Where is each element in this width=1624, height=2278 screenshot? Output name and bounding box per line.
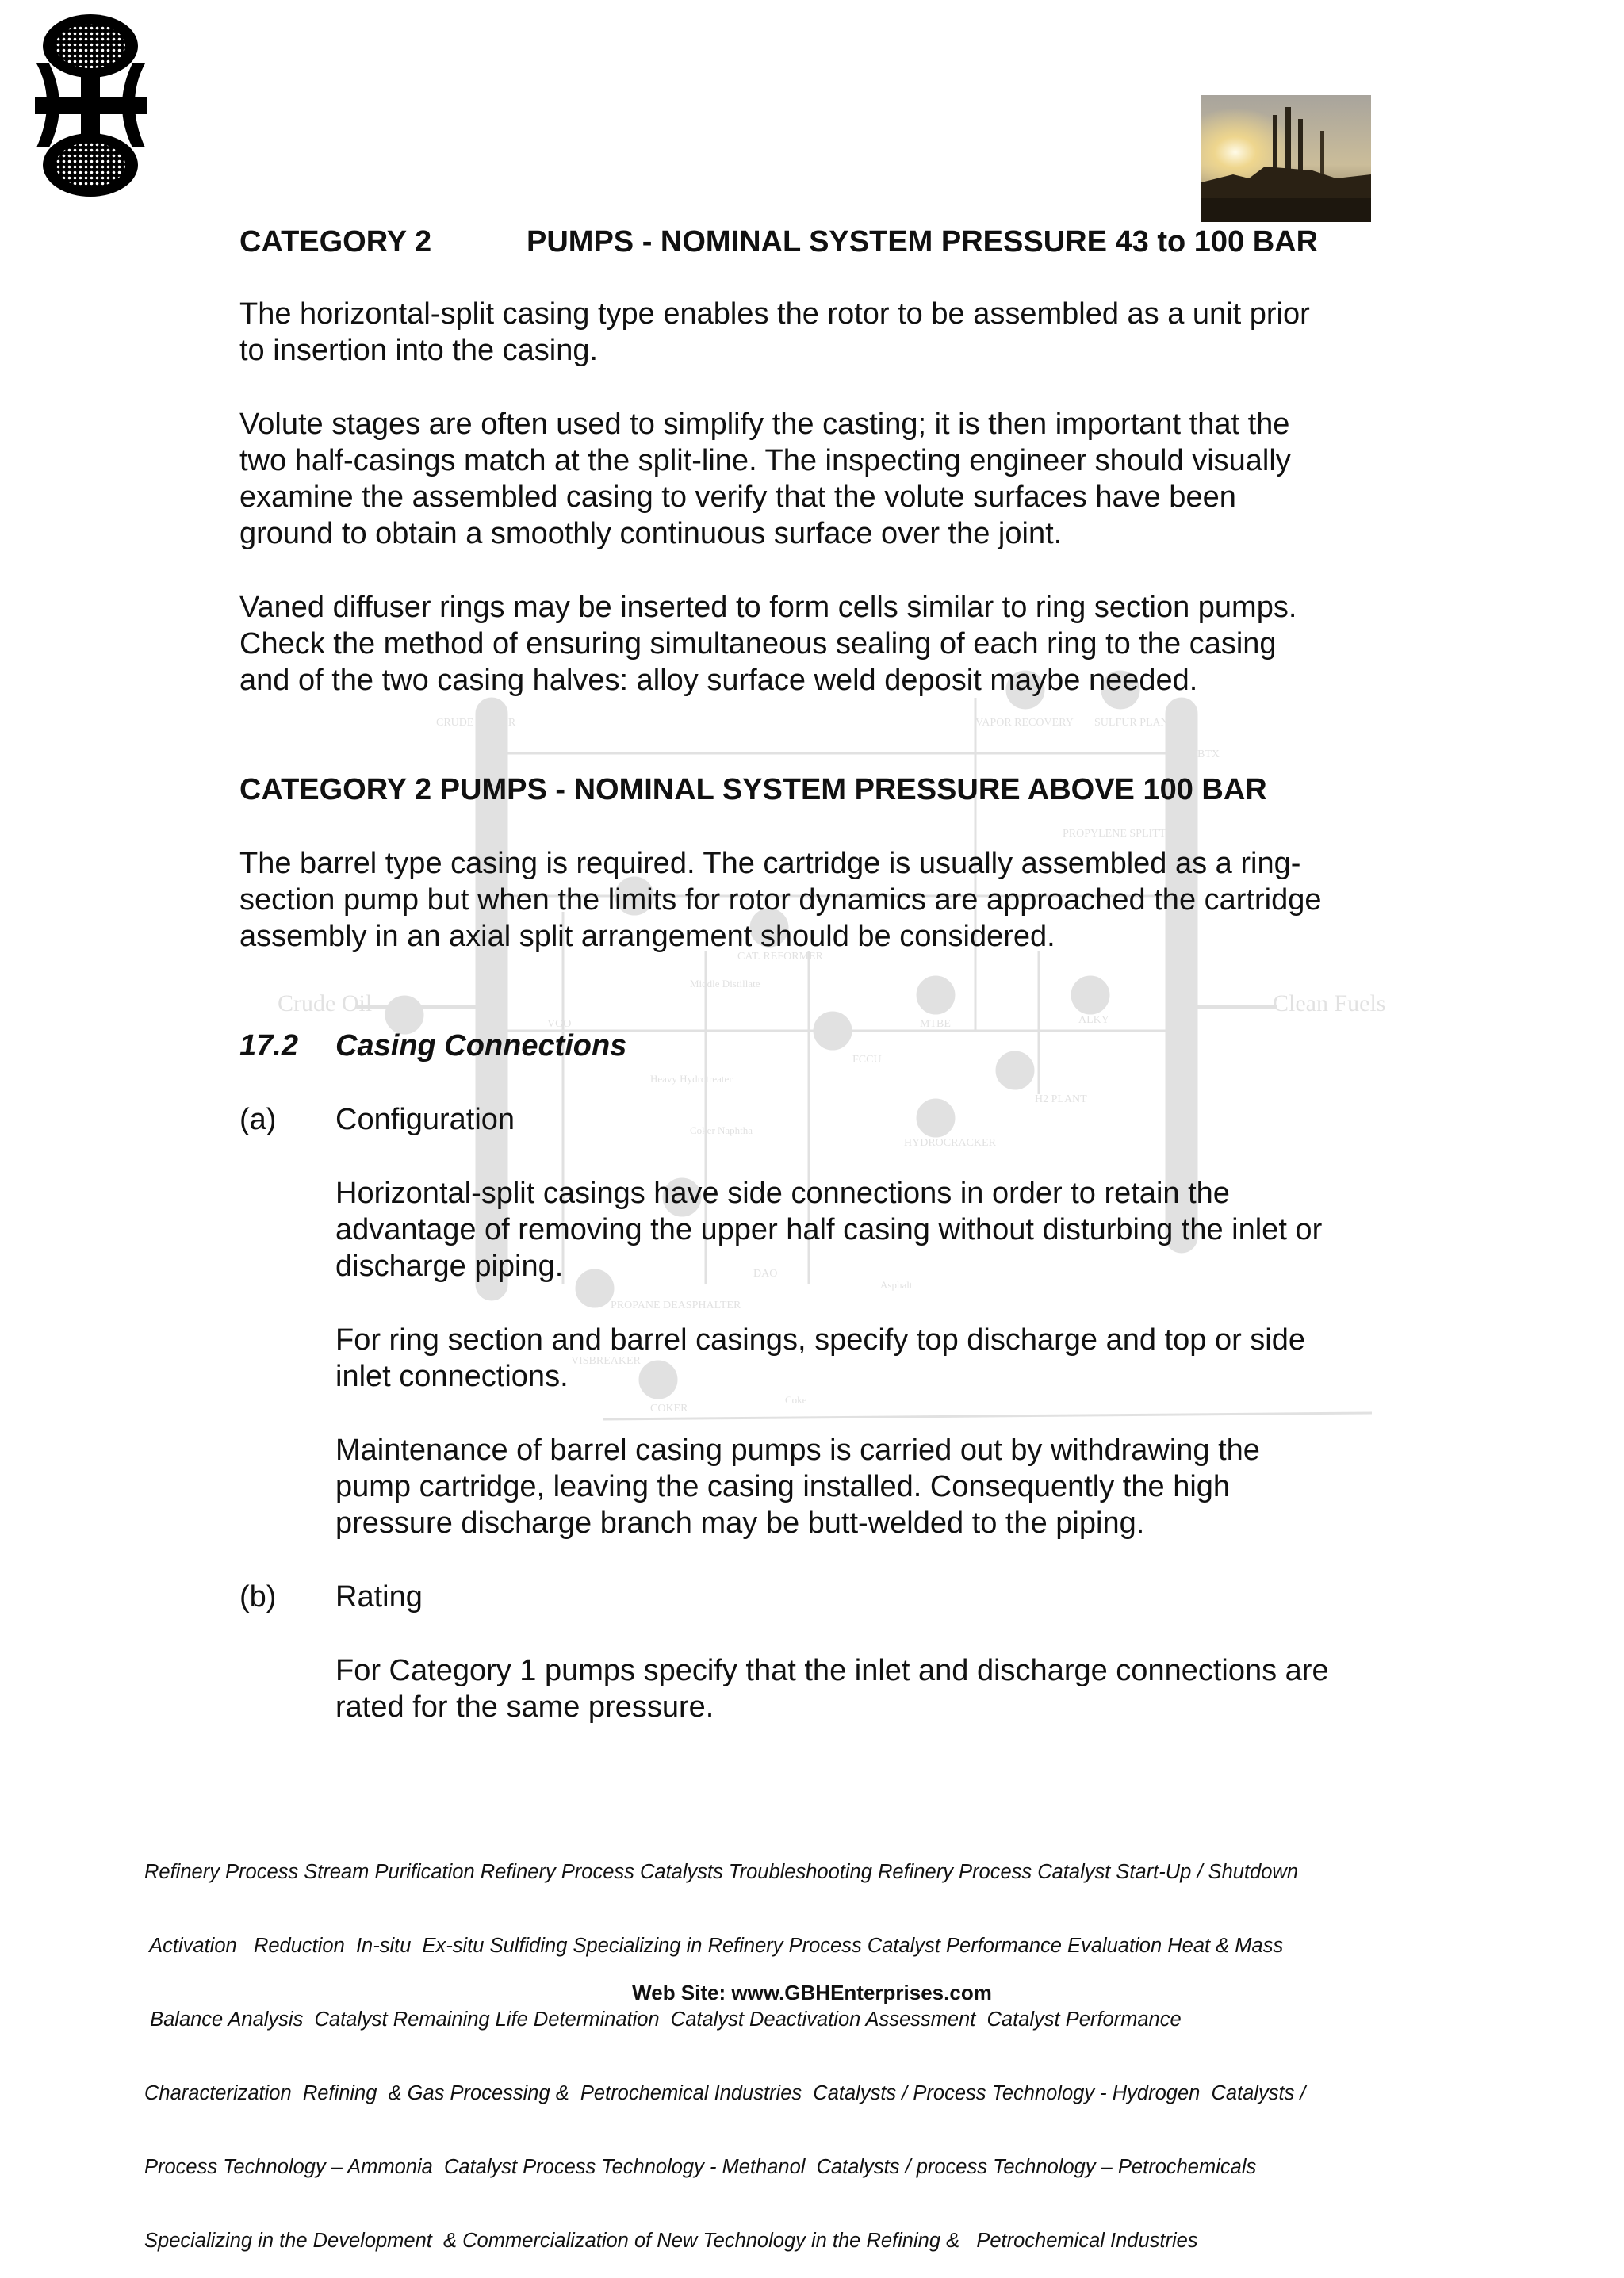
wm-dao: DAO — [753, 1268, 778, 1280]
footer-line: Refinery Process Stream Purification Refinery Process Catalysts Troubleshooting Refinery Process Catalyst Start-Up / Shutdown — [144, 1861, 1299, 1883]
text-line: Vaned diffuser rings may be inserted to form cells similar to ring section pumps. — [239, 591, 1297, 624]
footer-services-text — [144, 1811, 1306, 2278]
section3-title: Casing Connections — [335, 1029, 627, 1062]
footer-line: Activation Reduction In-situ Ex-situ Sulfiding Specializing in Refinery Process Catalyst Performance Evaluation Heat & Mass — [144, 1935, 1284, 1957]
text-line: Maintenance of barrel casing pumps is carried out by withdrawing the — [335, 1434, 1260, 1467]
text-line: inlet connections. — [335, 1360, 569, 1393]
text-line: The barrel type casing is required. The cartridge is usually assembled as a ring- — [239, 847, 1301, 880]
item-a-paragraph-3 — [335, 1432, 1260, 1541]
wm-coker: COKER — [650, 1403, 688, 1415]
text-line: advantage of removing the upper half casing without disturbing the inlet or — [335, 1213, 1323, 1246]
footer-website[interactable]: Web Site: www.GBHEnterprises.com — [632, 1981, 992, 2004]
wm-sulfur-plant: SULFUR PLANT — [1094, 717, 1176, 729]
wm-propane-deasphalter: PROPANE DEASPHALTER — [611, 1300, 741, 1311]
wm-coker-naphtha: Coker Naphtha — [690, 1124, 753, 1136]
item-b-title: Rating — [335, 1580, 423, 1614]
wm-mtbe: MTBE — [920, 1018, 951, 1030]
section2-heading: CATEGORY 2 PUMPS - NOMINAL SYSTEM PRESSURE ABOVE 100 BAR — [239, 773, 1267, 806]
wm-asphalt: Asphalt — [880, 1279, 913, 1291]
item-a-paragraph-2 — [335, 1322, 1305, 1395]
text-line: two half-casings match at the split-line. The inspecting engineer should visually — [239, 444, 1291, 477]
wm-crude-tower: CRUDE TOWER — [436, 717, 516, 729]
section1-paragraph-1 — [239, 296, 1310, 369]
section2-paragraph-1 — [239, 845, 1321, 955]
item-a-label: (a) — [239, 1103, 277, 1136]
item-a-title: Configuration — [335, 1103, 515, 1136]
wm-heavy-hydrotreater: Heavy Hydrotreater — [650, 1073, 733, 1085]
text-line: pump cartridge, leaving the casing installed. Consequently the high — [335, 1470, 1231, 1503]
wm-fccu: FCCU — [852, 1054, 882, 1066]
section1-heading-title: PUMPS - NOMINAL SYSTEM PRESSURE 43 to 100 BAR — [527, 225, 1319, 258]
refinery-photo-icon — [1201, 95, 1371, 222]
section3-number: 17.2 — [239, 1029, 298, 1062]
text-line: For Category 1 pumps specify that the inlet and discharge connections are — [335, 1654, 1329, 1687]
text-line: discharge piping. — [335, 1250, 564, 1283]
item-b-label: (b) — [239, 1580, 277, 1614]
wm-btx: BTX — [1197, 748, 1220, 760]
text-line: pressure discharge branch may be butt-welded to the piping. — [335, 1507, 1145, 1540]
footer-line: Specializing in the Development & Commercialization of New Technology in the Refining & Petrochemical Industries — [144, 2230, 1198, 2252]
text-line: examine the assembled casing to verify that the volute surfaces have been — [239, 480, 1236, 514]
wm-vgo: VGO — [547, 1018, 572, 1030]
text-line: assembly in an axial split arrangement should be considered. — [239, 920, 1055, 953]
text-line: rated for the same pressure. — [335, 1690, 714, 1724]
wm-visbreaker: VISBREAKER — [571, 1355, 641, 1367]
item-b-paragraph-1 — [335, 1652, 1329, 1725]
section1-paragraph-2 — [239, 406, 1291, 552]
wm-clean-fuels: Clean Fuels — [1273, 990, 1386, 1016]
wm-middle-distillate: Middle Distillate — [690, 978, 760, 990]
section1-paragraph-3 — [239, 589, 1297, 699]
wm-hydrocracker: HYDROCRACKER — [904, 1137, 996, 1149]
item-a-paragraph-1 — [335, 1175, 1322, 1284]
wm-coke: Coke — [785, 1394, 807, 1406]
footer-line: Process Technology – Ammonia Catalyst Process Technology - Methanol Catalysts / process Technology – Petrochemicals — [144, 2156, 1257, 2178]
text-line: section pump but when the limits for rotor dynamics are approached the cartridge — [239, 883, 1322, 917]
wm-vapor-recovery: VAPOR RECOVERY — [975, 717, 1074, 729]
footer-line: Characterization Refining & Gas Processing & Petrochemical Industries Catalysts / Process Technology - Hydrogen Catalysts / — [144, 2082, 1306, 2104]
text-line: and of the two casing halves: alloy surface weld deposit maybe needed. — [239, 664, 1198, 697]
text-line: ground to obtain a smoothly continuous surface over the joint. — [239, 517, 1063, 550]
text-line: The horizontal-split casing type enables the rotor to be assembled as a unit prior — [239, 297, 1310, 331]
section1-heading-category: CATEGORY 2 — [239, 225, 432, 258]
text-line: For ring section and barrel casings, specify top discharge and top or side — [335, 1323, 1305, 1357]
wm-alky: ALKY — [1078, 1014, 1109, 1026]
wm-crude-oil: Crude Oil — [278, 990, 373, 1016]
text-line: Check the method of ensuring simultaneous sealing of each ring to the casing — [239, 627, 1277, 660]
wm-propylene-splitter: PROPYLENE SPLITTER — [1063, 828, 1181, 840]
wm-h2-plant: H2 PLANT — [1035, 1093, 1087, 1105]
footer-line: Balance Analysis Catalyst Remaining Life Determination Catalyst Deactivation Assessment Catalyst Performance — [144, 2008, 1182, 2031]
wm-cat-reformer: CAT. REFORMER — [737, 951, 823, 963]
text-line: Volute stages are often used to simplify the casting; it is then important that the — [239, 408, 1290, 441]
gbh-logo-icon — [33, 14, 148, 197]
text-line: Horizontal-split casings have side connections in order to retain the — [335, 1177, 1230, 1210]
text-line: to insertion into the casing. — [239, 334, 599, 367]
